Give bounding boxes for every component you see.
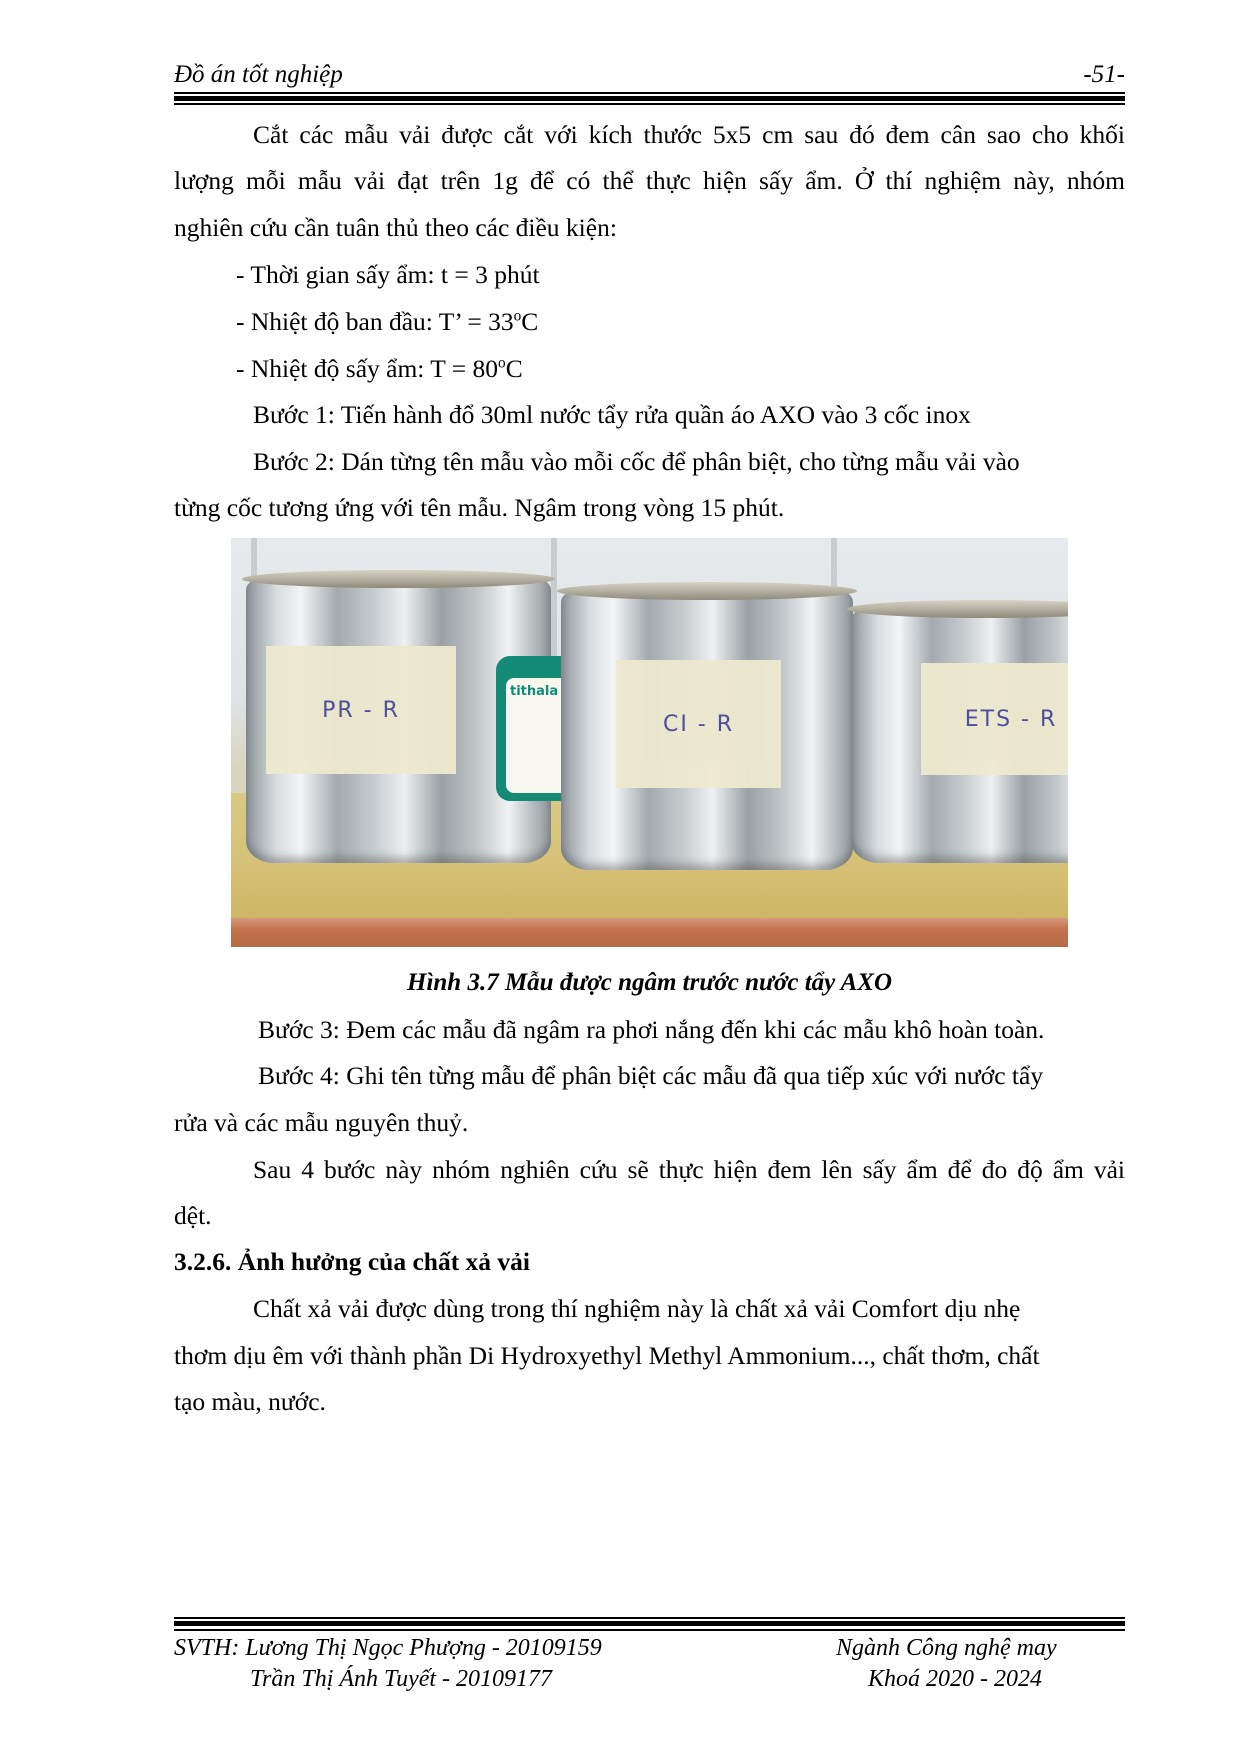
can-rim bbox=[557, 582, 857, 600]
footer-cohort: Khoá 2020 - 2024 bbox=[868, 1666, 1042, 1692]
step-3: Bước 3: Đem các mẫu đã ngâm ra phơi nắng đến khi các mẫu khô hoàn toàn. bbox=[258, 1015, 1045, 1044]
paragraph-line: Sau 4 bước này nhóm nghiên cứu sẽ thực hiện đem lên sấy ẩm để đo độ ẩm vải bbox=[253, 1155, 1125, 1184]
section-heading: 3.2.6. Ảnh hưởng của chất xả vải bbox=[174, 1247, 531, 1276]
step-4-line: rửa và các mẫu nguyên thuỷ. bbox=[174, 1108, 469, 1137]
paragraph-line: tạo màu, nước. bbox=[174, 1387, 326, 1416]
footer-major: Ngành Công nghệ may bbox=[836, 1635, 1057, 1661]
header-rule-bottom bbox=[174, 103, 1125, 105]
can-ci-r bbox=[561, 590, 853, 870]
header-rule-thick bbox=[174, 96, 1125, 101]
footer-authors-line2: Trần Thị Ánh Tuyết - 20109177 bbox=[250, 1666, 553, 1692]
footer-rule-thick bbox=[174, 1621, 1125, 1626]
paragraph-line: nghiên cứu cần tuân thủ theo các điều kiện: bbox=[174, 213, 617, 242]
can-pr-r bbox=[246, 578, 559, 863]
step-4-line: Bước 4: Ghi tên từng mẫu để phân biệt các mẫu đã qua tiếp xúc với nước tẩy bbox=[258, 1061, 1044, 1090]
condition-item: - Thời gian sấy ẩm: t = 3 phút bbox=[236, 260, 540, 289]
step-2-line: từng cốc tương ứng với tên mẫu. Ngâm trong vòng 15 phút. bbox=[174, 493, 785, 522]
header-title: Đồ án tốt nghiệp bbox=[174, 61, 343, 88]
can-ets-r bbox=[851, 608, 1068, 863]
header-rule-top bbox=[174, 92, 1125, 94]
paragraph-line: lượng mỗi mẫu vải đạt trên 1g để có thể thực hiện sấy ẩm. Ở thí nghiệm này, nhóm bbox=[174, 166, 1125, 195]
paragraph-line: dệt. bbox=[174, 1201, 212, 1230]
sticker-label: tithala bbox=[496, 656, 611, 801]
step-1: Bước 1: Tiến hành đổ 30ml nước tẩy rửa quần áo AXO vào 3 cốc inox bbox=[253, 400, 971, 429]
can-rim bbox=[847, 600, 1068, 618]
condition-item: - Nhiệt độ sấy ẩm: $T = 80^oC$ bbox=[236, 354, 523, 383]
footer-rule-bottom bbox=[174, 1629, 1125, 1631]
condition-item: - Nhiệt độ ban đầu: T’ = $33^oC$ bbox=[236, 307, 539, 336]
footer-rule-top bbox=[174, 1617, 1125, 1619]
figure-caption: Hình 3.7 Mẫu được ngâm trước nước tẩy AXO bbox=[407, 969, 892, 996]
label-tape: PR - R bbox=[266, 646, 456, 774]
footer-authors-line1: SVTH: Lương Thị Ngọc Phượng - 20109159 bbox=[174, 1635, 602, 1661]
paragraph-line: Chất xả vải được dùng trong thí nghiệm này là chất xả vải Comfort dịu nhẹ bbox=[253, 1294, 1021, 1323]
step-2-line: Bước 2: Dán từng tên mẫu vào mỗi cốc để phân biệt, cho từng mẫu vải vào bbox=[253, 447, 1020, 476]
paragraph-line: Cắt các mẫu vải được cắt với kích thước 5x5 cm sau đó đem cân sao cho khối bbox=[253, 120, 1125, 149]
page-number: -51- bbox=[1083, 61, 1125, 88]
label-tape: CI - R bbox=[616, 660, 781, 788]
figure-photo-cans bbox=[231, 538, 1068, 947]
label-tape: ETS - R bbox=[921, 663, 1068, 775]
table-edge bbox=[231, 918, 1068, 947]
paragraph-line: thơm dịu êm với thành phần Di Hydroxyethyl Methyl Ammonium..., chất thơm, chất bbox=[174, 1341, 1040, 1370]
can-rim bbox=[242, 570, 555, 588]
